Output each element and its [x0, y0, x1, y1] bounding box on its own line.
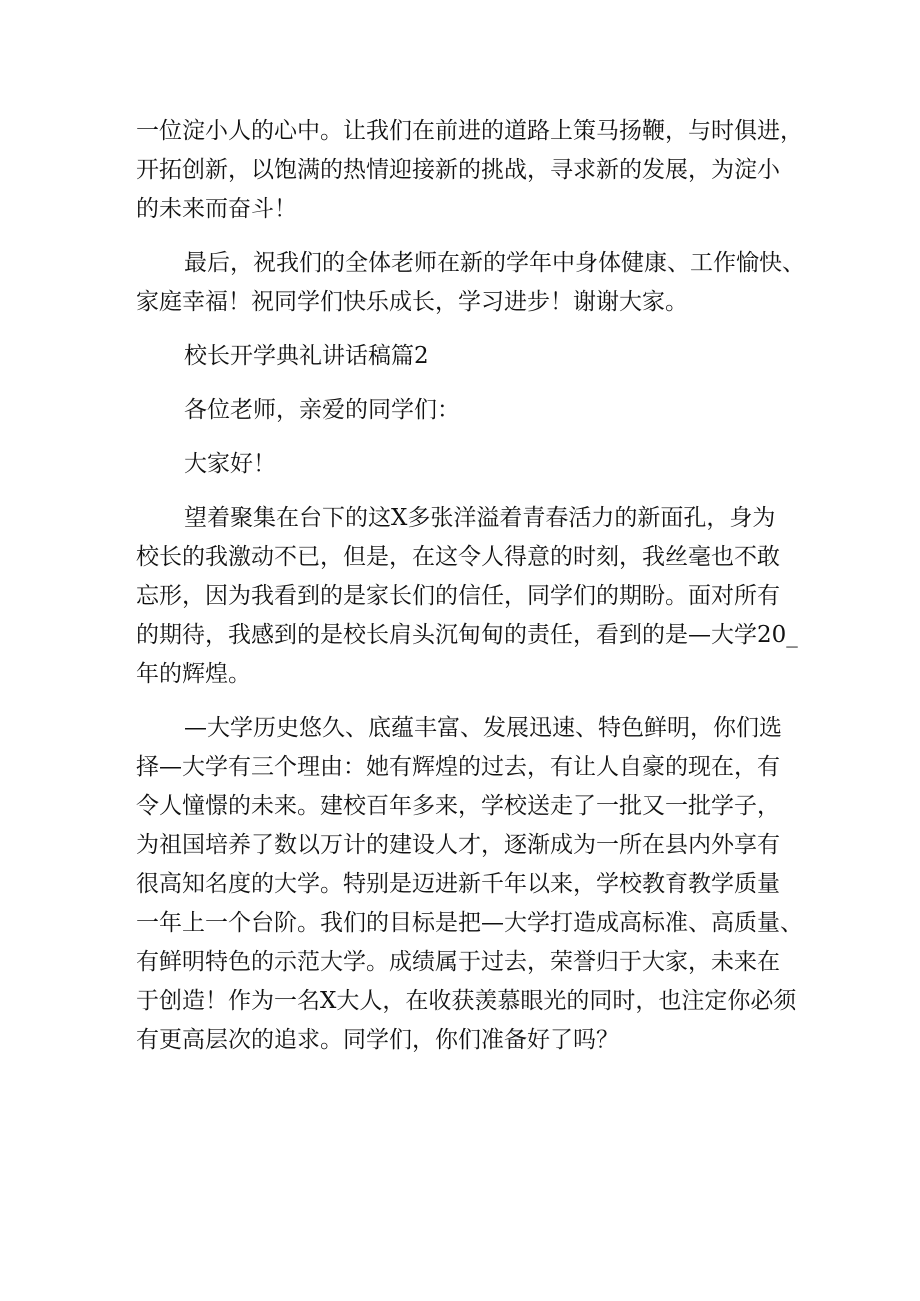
paragraph-line: 有鲜明特色的示范大学。成绩属于过去，荣誉归于大家，未来在	[136, 949, 780, 975]
paragraph-line: 最后，祝我们的全体老师在新的学年中身体健康、工作愉快、	[184, 250, 805, 276]
document-body	[136, 112, 808, 1060]
paragraph-line: 于创造！作为一名X大人，在收获羡慕眼光的同时，也注定你必须	[136, 988, 797, 1014]
paragraph-line: 家庭幸福！祝同学们快乐成长，学习进步！谢谢大家。	[136, 289, 688, 315]
section-heading: 校长开学典礼讲话稿篇2	[184, 343, 429, 369]
paragraph-line: —大学历史悠久、底蕴丰富、发展迅速、特色鲜明，你们选	[184, 715, 782, 741]
paragraph-line: 令人憧憬的未来。建校百年多来，学校送走了一批又一批学子，	[136, 793, 780, 819]
paragraph-line: 校长的我激动不已，但是，在这令人得意的时刻，我丝毫也不敢	[136, 544, 780, 570]
paragraph-line: 择—大学有三个理由：她有辉煌的过去，有让人自豪的现在，有	[136, 754, 780, 780]
paragraph-line: 的未来而奋斗！	[136, 196, 297, 222]
paragraph-line: 一位淀小人的心中。让我们在前进的道路上策马扬鞭，与时俱进，	[136, 118, 803, 144]
greeting: 大家好！	[184, 451, 276, 477]
paragraph-line: 很高知名度的大学。特别是迈进新千年以来，学校教育教学质量	[136, 871, 780, 897]
salutation: 各位老师，亲爱的同学们：	[184, 397, 460, 423]
paragraph-line: 年的辉煌。	[136, 661, 251, 687]
paragraph-line: 的期待，我感到的是校长肩头沉甸甸的责任，看到的是—大学20_	[136, 622, 798, 648]
paragraph-line: 忘形，因为我看到的是家长们的信任，同学们的期盼。面对所有	[136, 583, 780, 609]
paragraph-line: 为祖国培养了数以万计的建设人才，逐渐成为一所在县内外享有	[136, 832, 780, 858]
paragraph-line: 有更高层次的追求。同学们，你们准备好了吗？	[136, 1027, 619, 1053]
paragraph-line: 望着聚集在台下的这X多张洋溢着青春活力的新面孔，身为	[184, 505, 776, 531]
paragraph-line: 一年上一个台阶。我们的目标是把—大学打造成高标准、高质量、	[136, 910, 803, 936]
paragraph-line: 开拓创新，以饱满的热情迎接新的挑战，寻求新的发展，为淀小	[136, 157, 780, 183]
